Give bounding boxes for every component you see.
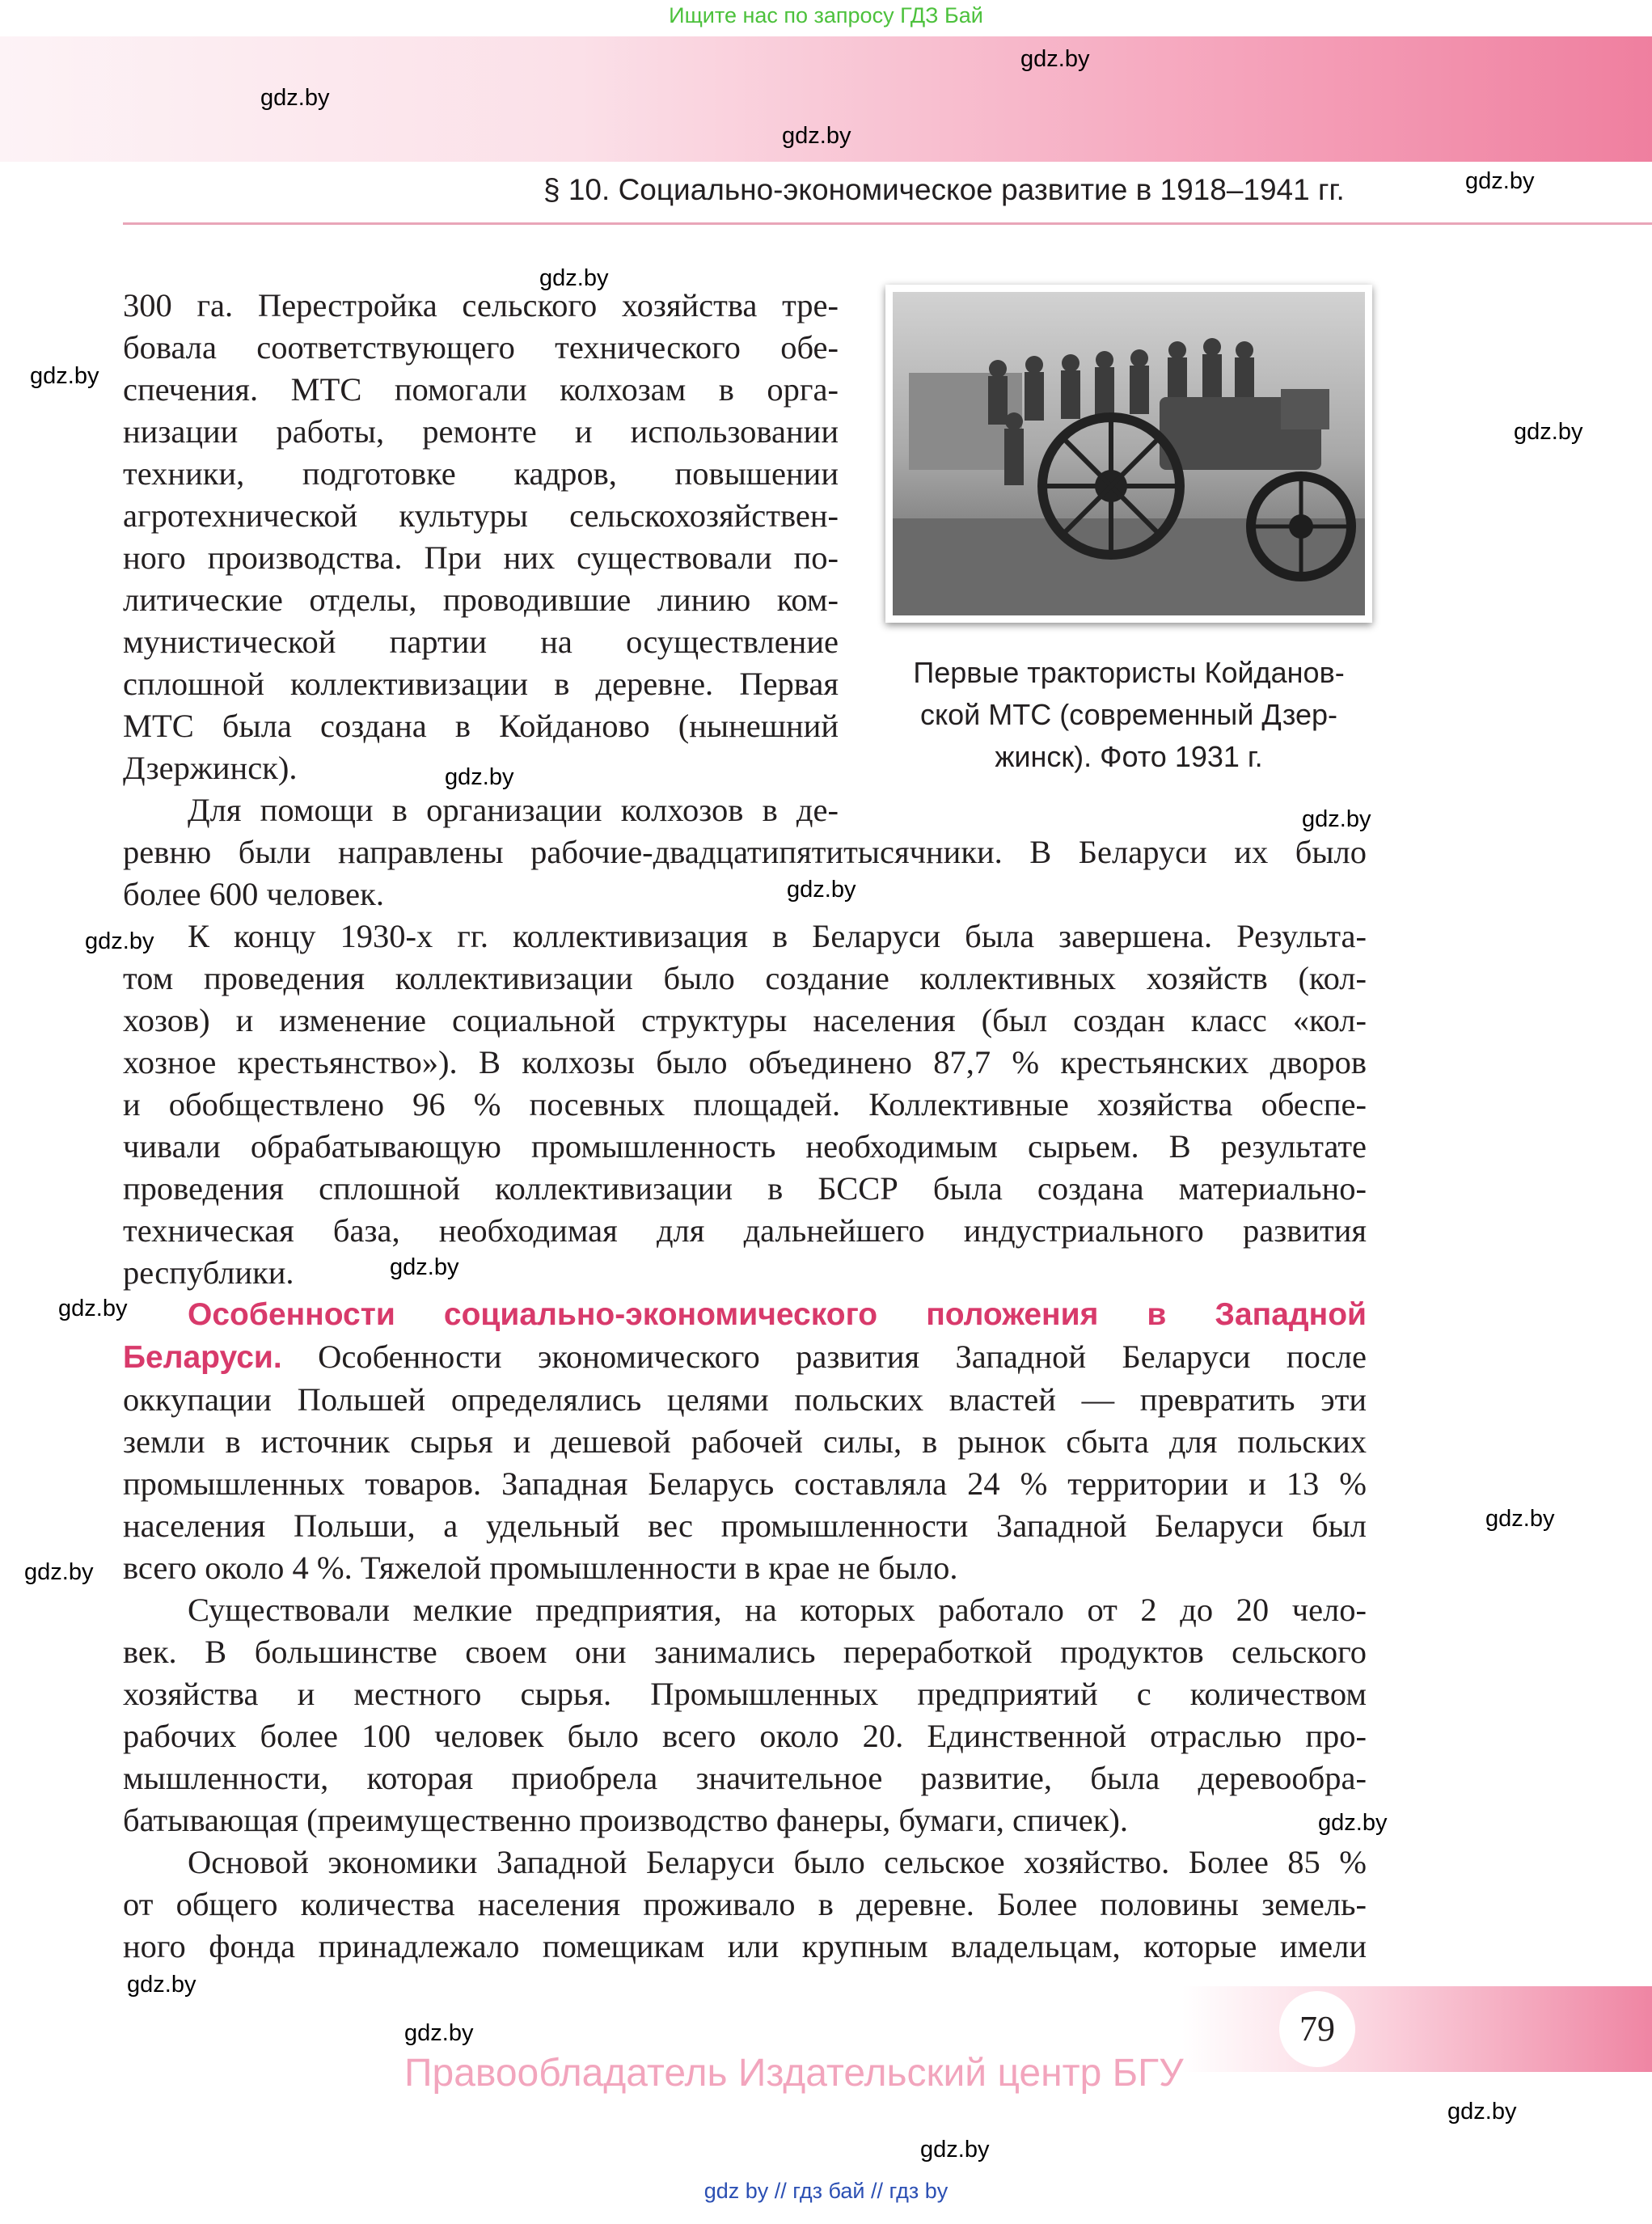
watermark: gdz.by <box>1020 46 1090 72</box>
text-line: хозов) и изменение социальной структуры населения (был создан класс «кол- <box>123 1002 1367 1038</box>
tractor-illustration <box>893 292 1365 615</box>
text-line: низации работы, ремонте и использовании <box>123 413 839 450</box>
text-line: всего около 4 %. Тяжелой промышленности в крае не было. <box>123 1550 958 1586</box>
bottom-links[interactable]: gdz by // гдз бай // гдз by <box>703 2179 949 2203</box>
watermark: gdz.by <box>30 363 99 389</box>
text-line: батывающая (преимущественно производство фанеры, бумаги, спичек). <box>123 1802 1129 1838</box>
left-column-text <box>123 285 839 831</box>
text-line: мышленности, которая приобрела значительное развитие, была деревообра- <box>123 1760 1367 1796</box>
watermark: gdz.by <box>404 2020 474 2046</box>
tractor-photo <box>893 292 1365 615</box>
top-search-text[interactable]: Ищите нас по запросу ГДЗ Бай <box>669 3 983 27</box>
watermark: gdz.by <box>390 1254 459 1280</box>
caption-line: ской МТС (современный Дзер- <box>919 698 1338 731</box>
text-line: населения Польши, а удельный вес промышленности Западной Беларуси был <box>123 1507 1367 1544</box>
photo-caption <box>885 652 1372 778</box>
section-heading-cont: Беларуси. <box>123 1340 282 1375</box>
text-line: спечения. МТС помогали колхозам в орга- <box>123 371 839 408</box>
text-line: Дзержинск). <box>123 750 298 786</box>
text-line: Существовали мелкие предприятия, на которых работало от 2 до 20 чело- <box>188 1592 1367 1628</box>
watermark: gdz.by <box>1447 2099 1517 2125</box>
text-line: техники, подготовке кадров, повышении <box>123 455 839 492</box>
caption-line: Первые трактористы Койданов- <box>913 656 1345 689</box>
watermark: gdz.by <box>127 1972 196 1998</box>
rights-holder: Правообладатель Издательский центр БГУ <box>404 2052 1184 2095</box>
text-line: хозяйства и местного сырья. Промышленных предприятий с количеством <box>123 1676 1367 1712</box>
watermark: gdz.by <box>85 928 154 954</box>
text-line: МТС была создана в Койданово (нынешний <box>123 708 839 744</box>
text-line: ного производства. При них существовали по- <box>123 539 839 576</box>
text-line: от общего количества населения проживало в деревне. Более половины земель- <box>123 1886 1367 1922</box>
text-line: сплошной коллективизации в деревне. Первая <box>123 666 839 702</box>
text-line: К концу 1930-х гг. коллективизация в Беларуси была завершена. Результа- <box>188 918 1367 954</box>
watermark: gdz.by <box>787 877 856 903</box>
text-line: и обобществлено 96 % посевных площадей. Коллективные хозяйства обеспе- <box>123 1086 1367 1123</box>
full-text-block-b <box>123 1294 1367 1968</box>
text-line: мунистической партии на осуществление <box>123 624 839 660</box>
watermark: gdz.by <box>1485 1506 1555 1532</box>
text-line: республики. <box>123 1254 294 1291</box>
watermark: gdz.by <box>920 2137 990 2163</box>
text-line: литические отделы, проводившие линию ком- <box>123 581 839 618</box>
watermark: gdz.by <box>539 265 609 291</box>
watermark: gdz.by <box>782 123 851 149</box>
text-line: более 600 человек. <box>123 876 384 912</box>
watermark: gdz.by <box>1465 168 1535 194</box>
watermark: gdz.by <box>58 1296 128 1321</box>
text-line: Для помощи в организации колхозов в де- <box>188 792 839 828</box>
page-number: 79 <box>1279 1991 1355 2067</box>
text-line: промышленных товаров. Западная Беларусь составляла 24 % территории и 13 % <box>123 1465 1367 1502</box>
watermark: gdz.by <box>1302 806 1371 832</box>
text-line <box>123 1336 1367 1379</box>
text-line-rest: Особенности экономического развития Западной Беларуси после <box>281 1338 1367 1375</box>
text-line: чивали обрабатывающую промышленность необходимым сырьем. В результате <box>123 1128 1367 1165</box>
watermark: gdz.by <box>260 85 330 111</box>
text-line: 300 га. Перестройка сельского хозяйства тре- <box>123 287 839 323</box>
text-line: проведения сплошной коллективизации в БССР была создана материально- <box>123 1170 1367 1207</box>
text-line: агротехнической культуры сельскохозяйствен- <box>123 497 839 534</box>
watermark: gdz.by <box>1318 1810 1388 1836</box>
text-line: ного фонда принадлежало помещикам или крупным владельцам, которые имели <box>123 1928 1367 1964</box>
header-rule <box>123 222 1652 225</box>
text-line: оккупации Польшей определялись целями польских властей — превратить эти <box>123 1381 1367 1418</box>
text-line: земли в источник сырья и дешевой рабочей силы, в рынок сбыта для польских <box>123 1423 1367 1460</box>
watermark: gdz.by <box>1514 419 1583 445</box>
text-line: Основой экономики Западной Беларуси было сельское хозяйство. Более 85 % <box>188 1844 1367 1880</box>
text-line: рабочих более 100 человек было всего около 20. Единственной отраслью про- <box>123 1718 1367 1754</box>
photo-frame <box>885 285 1372 623</box>
full-text-block-a <box>123 831 1367 1294</box>
text-line: том проведения коллективизации было создание коллективных хозяйств (кол- <box>123 960 1367 996</box>
section-heading: Особенности социально-экономического положения в Западной <box>188 1297 1367 1332</box>
text-line: ревню были направлены рабочие-двадцатипятитысячники. В Беларуси их было <box>123 834 1367 870</box>
text-line: век. В большинстве своем они занимались переработкой продуктов сельского <box>123 1634 1367 1670</box>
watermark: gdz.by <box>445 764 514 790</box>
text-line: хозное крестьянство»). В колхозы было объединено 87,7 % крестьянских дворов <box>123 1044 1367 1080</box>
text-line: бовала соответствующего технического обе- <box>123 329 839 366</box>
watermark: gdz.by <box>24 1559 94 1585</box>
caption-line: жинск). Фото 1931 г. <box>995 740 1263 773</box>
footer-band <box>1182 1986 1652 2072</box>
chapter-header: § 10. Социально-экономическое развитие в 1918–1941 гг. <box>543 173 1345 206</box>
text-line: техническая база, необходимая для дальнейшего индустриального развития <box>123 1212 1367 1249</box>
